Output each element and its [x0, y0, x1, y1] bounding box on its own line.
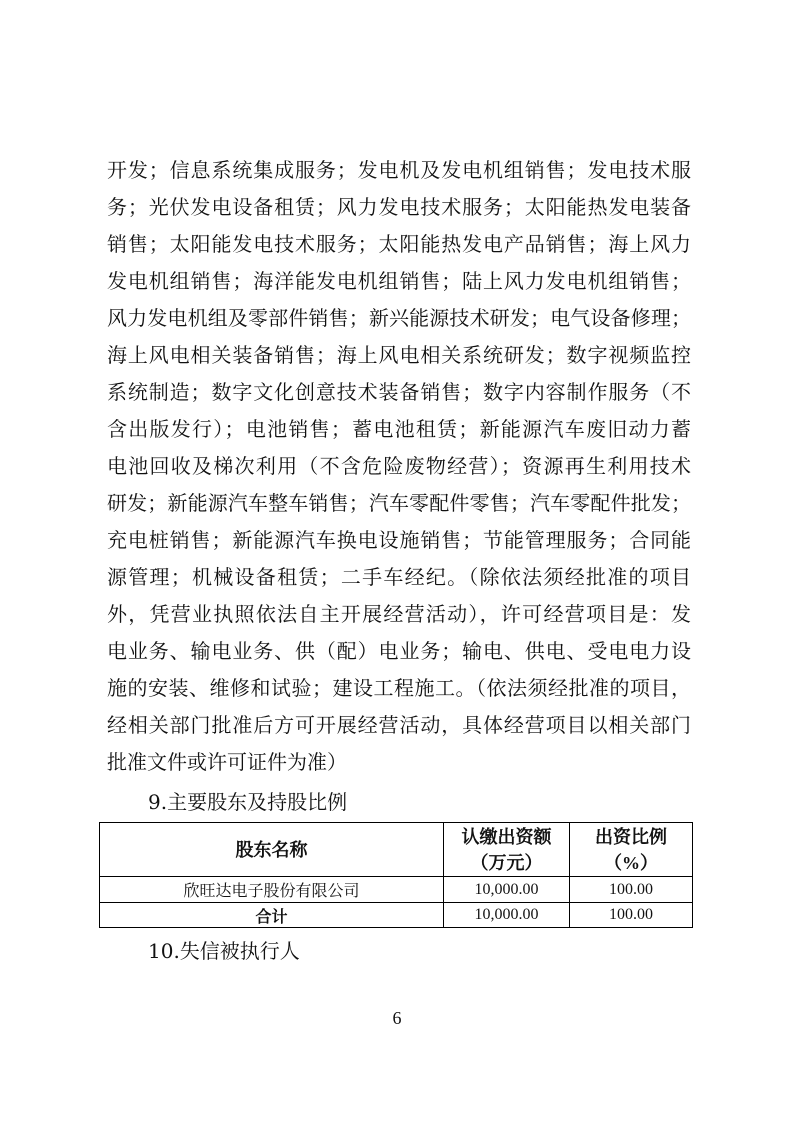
paragraph-line: 源管理；机械设备租赁；二手车经纪。（除依法须经批准的项目 — [107, 565, 691, 589]
paragraph-line: 风力发电机组及零部件销售；新兴能源技术研发；电气设备修理； — [107, 306, 691, 330]
cell-total-label: 合计 — [100, 903, 444, 928]
cell-total-ratio: 100.00 — [570, 903, 693, 928]
section-10-heading: 10.失信被执行人 — [148, 939, 300, 963]
paragraph-line: 批准文件或许可证件为准） — [107, 750, 347, 774]
paragraph-line: 经相关部门批准后方可开展经营活动，具体经营项目以相关部门 — [107, 713, 691, 737]
paragraph-line: 电池回收及梯次利用（不含危险废物经营）；资源再生利用技术 — [107, 454, 691, 478]
table-total-row — [100, 903, 693, 928]
cell-capital: 10,000.00 — [444, 877, 570, 903]
paragraph-line: 海上风电相关装备销售；海上风电相关系统研发；数字视频监控 — [107, 343, 691, 367]
paragraph-line: 研发；新能源汽车整车销售；汽车零配件零售；汽车零配件批发； — [107, 491, 691, 515]
paragraph-line: 施的安装、维修和试验；建设工程施工。（依法须经批准的项目， — [107, 676, 691, 700]
header-subscribed-capital — [444, 823, 570, 877]
header-capital-ratio — [570, 823, 693, 877]
header-capital-label: 认缴出资额 — [461, 826, 552, 847]
header-ratio-label: 出资比例 — [595, 826, 667, 847]
section-9-heading: 9.主要股东及持股比例 — [148, 790, 348, 814]
page-number: 6 — [392, 1008, 402, 1028]
paragraph-line: 含出版发行）；电池销售；蓄电池租赁；新能源汽车废旧动力蓄 — [107, 417, 691, 441]
header-shareholder-name: 股东名称 — [100, 823, 444, 877]
paragraph-line: 发电机组销售；海洋能发电机组销售；陆上风力发电机组销售； — [107, 269, 691, 293]
table-header-row — [100, 823, 693, 877]
header-ratio-unit: （%） — [604, 852, 658, 873]
paragraph-line: 开发；信息系统集成服务；发电机及发电机组销售；发电技术服 — [107, 158, 691, 182]
paragraph-line: 电业务、输电业务、供（配）电业务；输电、供电、受电电力设 — [107, 639, 691, 663]
paragraph-line: 外，凭营业执照依法自主开展经营活动），许可经营项目是：发 — [107, 602, 691, 626]
cell-ratio: 100.00 — [570, 877, 693, 903]
paragraph-line: 充电桩销售；新能源汽车换电设施销售；节能管理服务；合同能 — [107, 528, 691, 552]
paragraph-line: 务；光伏发电设备租赁；风力发电技术服务；太阳能热发电装备 — [107, 195, 691, 219]
paragraph-line: 销售；太阳能发电技术服务；太阳能热发电产品销售；海上风力 — [107, 232, 691, 256]
shareholder-table — [99, 822, 693, 928]
header-capital-unit: （万元） — [470, 852, 543, 873]
cell-shareholder-name: 欣旺达电子股份有限公司 — [100, 877, 444, 903]
paragraph-line: 系统制造；数字文化创意技术装备销售；数字内容制作服务（不 — [107, 380, 691, 404]
table-row — [100, 877, 693, 903]
cell-total-capital: 10,000.00 — [444, 903, 570, 928]
